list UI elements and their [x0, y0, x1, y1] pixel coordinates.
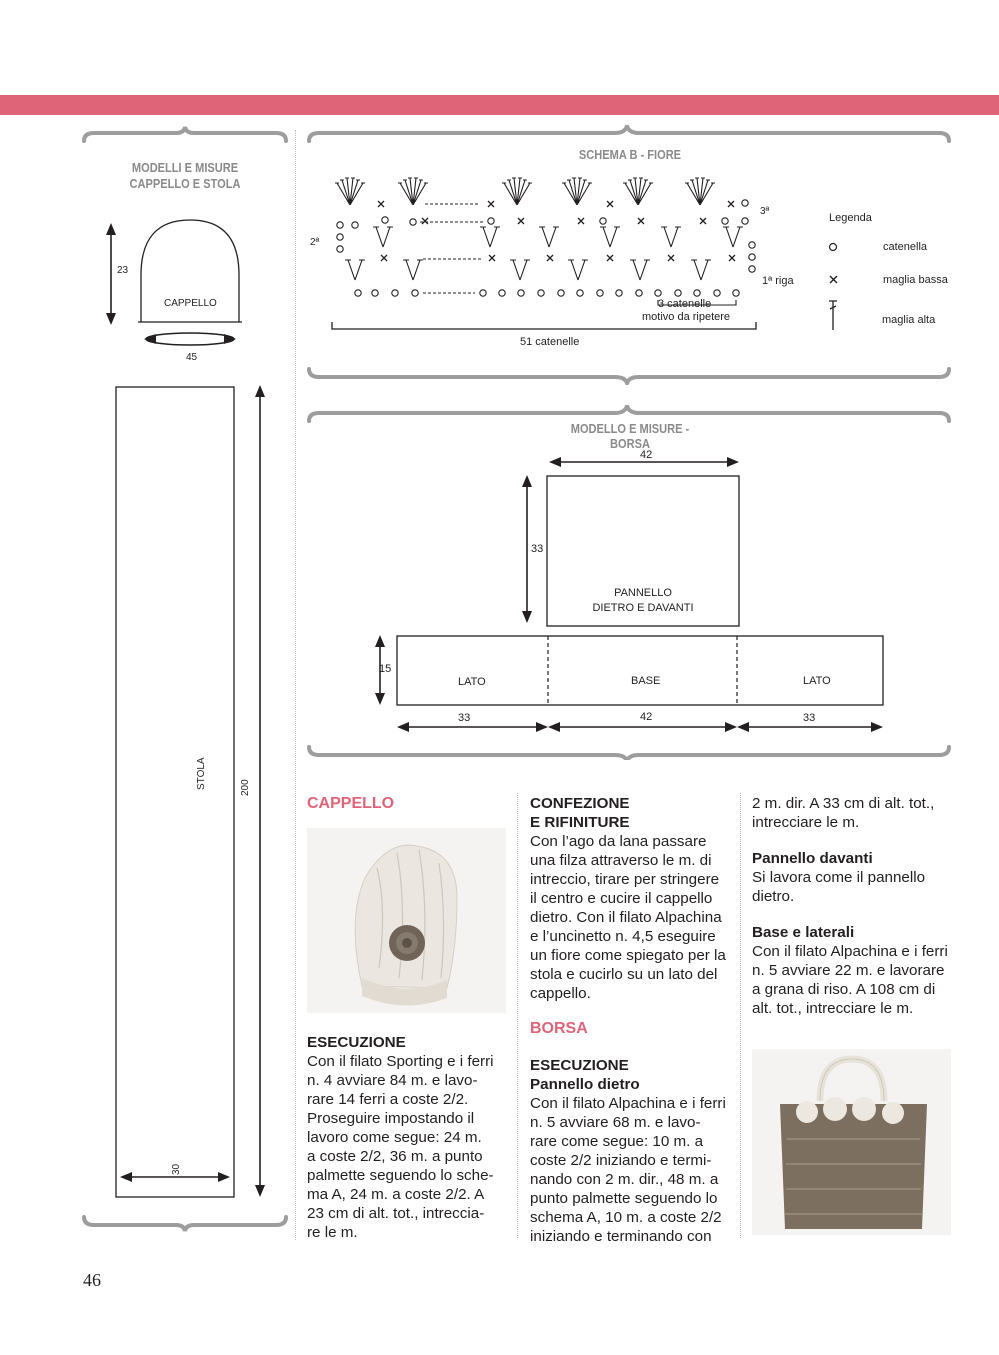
hat-text-line: n. 4 avviare 84 m. e lavo- — [307, 1072, 478, 1089]
schema-b-title: SCHEMA B - FIORE — [578, 147, 682, 162]
finishing-text-line: cappello. — [530, 985, 591, 1002]
finishing-heading-2: E RIFINITURE — [530, 814, 630, 831]
base-sides-text-line: n. 5 avviare 22 m. e lavorare — [752, 962, 945, 979]
front-panel-text-line: Si lavora come il pannello — [752, 869, 926, 886]
bag-text-line: schema A, 10 m. a coste 2/2 — [530, 1209, 722, 1226]
bag-text-line: n. 5 avviare 68 m. e lavo- — [530, 1114, 701, 1131]
finishing-text-line: un fiore come spiegato per la — [530, 947, 726, 964]
legend-single-crochet-label: maglia bassa — [883, 274, 948, 286]
hat-text-line: palmette seguendo lo sche- — [307, 1167, 494, 1184]
bag-text-line: punto palmette seguendo lo — [530, 1190, 718, 1207]
hat-stole-section-title — [121, 160, 249, 192]
legend-title: Legenda — [829, 212, 872, 224]
bag-text-line: intrecciare le m. — [752, 814, 860, 831]
hat-illustration — [307, 828, 506, 1013]
side-left-width-label: 33 — [458, 712, 471, 724]
base-width-label: 42 — [640, 711, 653, 723]
hat-width-label: 45 — [186, 352, 198, 363]
finishing-text-line: e l’uncinetto n. 4,5 eseguire — [530, 928, 716, 945]
bag-illustration — [752, 1049, 951, 1235]
hat-instructions — [307, 1033, 506, 1242]
bag-text-line: Con il filato Alpachina e i ferri — [530, 1095, 726, 1112]
hat-heading: CAPPELLO — [307, 795, 395, 812]
repeat-chain-label: 3 catenelle — [658, 298, 712, 310]
finishing-text-line: dietro. Con il filato Alpachina — [530, 909, 722, 926]
hat-text-line: Con il filato Sporting e i ferri — [307, 1053, 494, 1070]
base-label: BASE — [631, 675, 661, 687]
bag-photo — [752, 1049, 951, 1235]
hat-text-line: lavoro come segue: 24 m. — [307, 1129, 482, 1146]
column-separator — [295, 130, 296, 1240]
finishing-text-line: stola e cucirlo su un lato del — [530, 966, 718, 983]
bag-heading: BORSA — [530, 1020, 588, 1037]
hat-text-line: ma A, 24 m. a coste 2/2. A — [307, 1186, 485, 1203]
crochet-flower-chart — [305, 125, 955, 385]
bag-text-line: 2 m. dir. A 33 cm di alt. tot., — [752, 795, 935, 812]
hat-execution-heading: ESECUZIONE — [307, 1034, 406, 1051]
strip-height-label: 15 — [379, 663, 392, 675]
front-panel-heading: Pannello davanti — [752, 850, 873, 867]
hat-text-line: Proseguire impostando il — [307, 1110, 475, 1127]
bag-text-line: rare come segue: 10 m. a — [530, 1133, 704, 1150]
legend-double-crochet-label: maglia alta — [882, 314, 936, 326]
column-bag-panels — [752, 794, 951, 1018]
panel-width-label: 42 — [640, 449, 653, 461]
panel-label-line-1: PANNELLO — [614, 587, 672, 599]
page-number: 46 — [83, 1270, 101, 1290]
bag-section-title: MODELLO E MISURE - BORSA — [570, 421, 690, 451]
stole-width-label: 30 — [171, 1163, 182, 1175]
hat-height-label: 23 — [117, 265, 129, 276]
finishing-text-line: una filza attraverso le m. di — [530, 852, 712, 869]
row-1-label: 1ª riga — [762, 275, 794, 287]
finishing-text-line: il centro e cucire il cappello — [530, 890, 713, 907]
header-accent-bar — [0, 95, 999, 115]
side-left-label: LATO — [458, 676, 486, 688]
stole-label: STOLA — [196, 757, 207, 790]
column-hat — [307, 794, 506, 813]
base-sides-heading: Base e laterali — [752, 924, 855, 941]
bag-text-line: nando con 2 m. dir., 48 m. a — [530, 1171, 719, 1188]
column-divider-1 — [517, 793, 518, 1238]
base-sides-text-line: Con il filato Alpachina e i ferri — [752, 943, 948, 960]
hat-text-line: 23 cm di alt. tot., intreccia- — [307, 1205, 485, 1222]
base-sides-text-line: a grana di riso. A 108 cm di — [752, 981, 936, 998]
bag-execution-heading: ESECUZIONE — [530, 1057, 629, 1074]
side-right-label: LATO — [803, 675, 831, 687]
hat-stole-diagram — [80, 125, 290, 1235]
front-panel-text-line: dietro. — [752, 888, 795, 905]
bag-text-line: iniziando e terminando con — [530, 1228, 712, 1245]
legend-chain-label: catenella — [883, 241, 928, 253]
row-2-label: 2ª — [310, 237, 320, 248]
bag-text-line: coste 2/2 iniziando e termi- — [530, 1152, 712, 1169]
panel-label-line-2: DIETRO E DAVANTI — [592, 602, 694, 614]
finishing-heading-1: CONFEZIONE — [530, 795, 630, 812]
repeat-motif-label: motivo da ripetere — [642, 311, 731, 323]
stole-length-label: 200 — [240, 779, 251, 796]
column-finishing — [530, 794, 729, 1246]
bag-diagram — [305, 405, 955, 760]
column-divider-2 — [740, 793, 741, 1238]
hat-stole-title-line-1: MODELLI E MISURE — [131, 160, 239, 175]
row-3-label: 3ª — [760, 206, 770, 217]
hat-label: CAPPELLO — [164, 298, 217, 309]
side-right-width-label: 33 — [803, 712, 816, 724]
hat-text-line: a coste 2/2, 36 m. a punto — [307, 1148, 483, 1165]
panel-height-label: 33 — [531, 543, 544, 555]
finishing-text-line: intreccio, tirare per stringere — [530, 871, 720, 888]
hat-photo — [307, 828, 506, 1013]
hat-stole-title-line-2: CAPPELLO E STOLA — [129, 176, 241, 191]
base-sides-text-line: alt. tot., intrecciare le m. — [752, 1000, 914, 1017]
panel-label — [548, 586, 738, 616]
finishing-text-line: Con l’ago da lana passare — [530, 833, 707, 850]
total-chain-label: 51 catenelle — [520, 336, 580, 348]
hat-text-line: rare 14 ferri a coste 2/2. — [307, 1091, 469, 1108]
hat-text-line: re le m. — [307, 1224, 358, 1241]
back-panel-heading: Pannello dietro — [530, 1076, 640, 1093]
